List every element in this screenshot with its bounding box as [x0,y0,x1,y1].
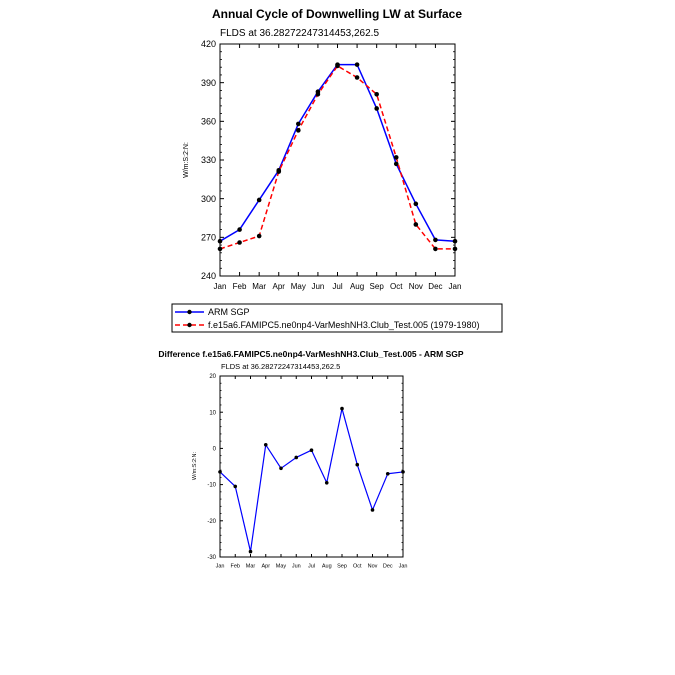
y-tick-label: -30 [207,555,216,562]
chart-2-data-point [294,456,298,460]
x-tick-label: Feb [232,282,247,291]
chart-1-data-point [433,247,438,252]
chart-1-data-point [394,155,399,160]
chart-2-data-point [218,470,222,474]
x-tick-label: Aug [349,282,365,291]
chart-1-data-point [414,222,419,227]
chart-1-title: Annual Cycle of Downwelling LW at Surface [211,7,463,21]
chart-2-data-point [233,485,237,489]
y-tick-label: -20 [207,518,216,525]
chart-2-data-point [279,467,283,471]
chart-1-data-point [276,169,281,174]
legend-marker-model [187,323,191,327]
chart-1-data-point [257,234,262,239]
chart-1-data-point [355,75,360,80]
x-tick-label: Apr [272,282,285,291]
x-tick-label: Jul [332,282,343,291]
legend-marker-arm-sgp [187,310,191,314]
y-tick-label: 0 [212,446,216,453]
chart-1-y-axis-label: W/m:S:2:N: [183,142,190,178]
chart-1-series-line-0 [220,65,455,242]
chart-1-series-layer [218,62,458,251]
chart-2-subtitle: FLDS at 36.28272247314453,262.5 [221,362,341,371]
x-tick-label: Jul [307,563,316,570]
chart-2-data-point [249,550,253,554]
x-tick-label: Aug [321,563,332,570]
chart-1-axes [201,39,461,291]
chart-1-data-point [374,106,379,111]
y-tick-label: 270 [200,232,216,243]
chart-2-series-layer [218,407,405,554]
chart-2-data-point [340,407,344,411]
chart-2-axes [207,374,407,569]
x-tick-label: Apr [261,563,271,570]
chart-1-series-line-1 [220,66,455,249]
chart-2-data-point [386,472,390,476]
chart-1-subtitle: FLDS at 36.28272247314453,262.5 [220,28,380,39]
y-tick-label: 20 [209,374,216,381]
x-tick-label: Oct [352,563,362,570]
chart-2-data-point [401,470,405,474]
x-tick-label: Mar [252,282,267,291]
chart-1-plot-frame [220,44,455,276]
chart-1-data-point [218,247,223,252]
chart-1-data-point [296,128,301,133]
y-tick-label: 360 [200,116,216,127]
chart-2-data-point [310,448,314,452]
chart-1-data-point [433,238,438,243]
chart-2-title: Difference f.e15a6.FAMIPC5.ne0np4-VarMeshNH3.Club_Test.005 - ARM SGP [158,349,464,359]
chart-2-data-point [325,481,329,485]
x-tick-label: Jun [291,563,301,570]
chart-2-series-line-0 [220,409,403,552]
chart-1-data-point [316,92,321,97]
y-tick-label: 300 [200,193,216,204]
difference-chart [158,349,463,570]
chart-2-y-axis-label: W/m:S:2:N: [192,451,198,481]
chart-1-data-point [355,62,360,67]
x-tick-label: Jan [215,563,225,570]
chart-1-data-point [374,92,379,97]
x-tick-label: Jan [213,282,227,291]
chart-1-data-point [414,202,419,207]
chart-1-data-point [257,198,262,203]
x-tick-label: Sep [369,282,384,291]
x-tick-label: Jun [311,282,325,291]
x-tick-label: Mar [245,563,256,570]
chart-1-data-point [296,122,301,127]
y-tick-label: 420 [200,39,216,50]
x-tick-label: May [275,563,287,570]
x-tick-label: Sep [337,563,347,570]
x-tick-label: May [290,282,306,291]
annual-cycle-chart [172,7,502,332]
chart-2-plot-frame [220,376,403,557]
y-tick-label: 390 [200,77,216,88]
chart-2-data-point [355,463,359,467]
y-tick-label: -10 [207,482,216,489]
x-tick-label: Oct [390,282,403,291]
x-tick-label: Feb [230,563,240,570]
legend-label-model: f.e15a6.FAMIPC5.ne0np4-VarMeshNH3.Club_Test.005 (1979-1980) [208,320,480,330]
x-tick-label: Dec [428,282,443,291]
y-tick-label: 240 [200,271,216,282]
y-tick-label: 10 [209,410,216,417]
chart-1-legend [172,304,502,332]
chart-2-data-point [371,508,375,512]
y-tick-label: 330 [200,155,216,166]
x-tick-label: Jan [448,282,462,291]
x-tick-label: Jan [398,563,408,570]
chart-1-data-point [237,240,242,245]
chart-1-data-point [453,247,458,252]
legend-label-arm-sgp: ARM SGP [208,307,250,317]
x-tick-label: Dec [382,563,393,570]
chart-1-data-point [335,64,340,69]
chart-1-data-point [237,227,242,232]
x-tick-label: Nov [367,563,378,570]
chart-1-data-point [218,239,223,244]
x-tick-label: Nov [408,282,423,291]
chart-1-data-point [453,239,458,244]
chart-2-data-point [264,443,268,447]
